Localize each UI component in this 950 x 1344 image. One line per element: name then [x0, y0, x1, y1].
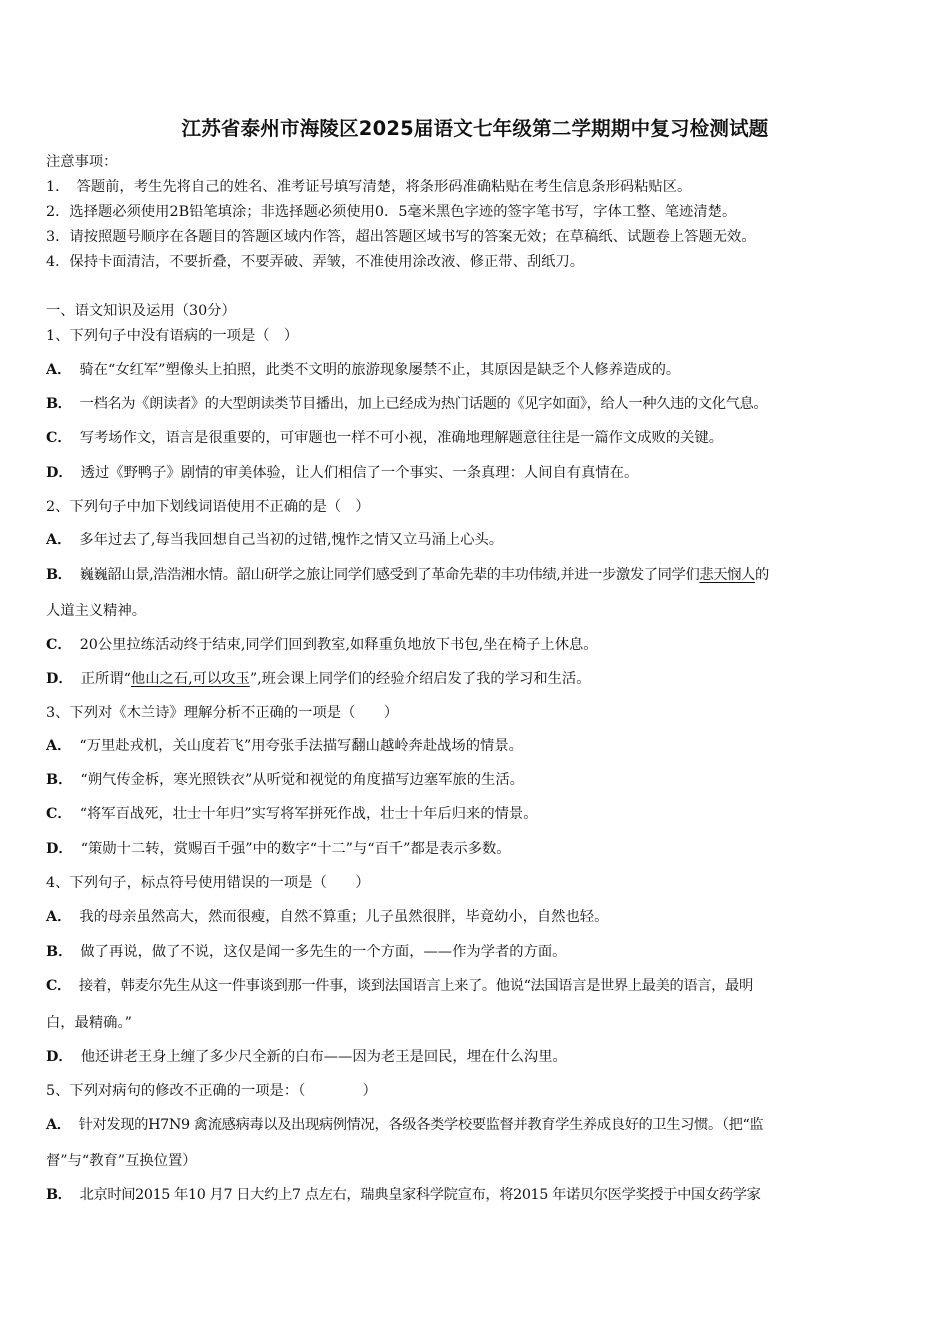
option-text: “策勋十二转，赏赐百千强”中的数字“十二”与“百千”都是表示多数。 — [80, 841, 511, 857]
option-label: A． — [46, 738, 72, 754]
q2-option-b — [46, 565, 769, 585]
q2-option-a — [46, 530, 503, 550]
option-label: D． — [46, 465, 73, 481]
underlined-term: 悲天悯人 — [699, 567, 755, 583]
option-text: 写考场作文，语言是很重要的，可审题也一样不可小视，准确地理解题意往往是一篇作文成败的关键。 — [79, 430, 724, 446]
notice-item-2: 2．选择题必须使用2B铅笔填涂；非选择题必须使用0．5毫米黑色字迹的签字笔书写，字体工整、笔迹清楚。 — [46, 204, 737, 220]
option-label: D． — [46, 671, 73, 687]
option-label: B． — [46, 944, 73, 960]
option-label: A． — [46, 532, 72, 548]
section-heading: 一、语文知识及运用（30分） — [46, 303, 236, 319]
option-label: B． — [46, 396, 72, 412]
option-text: “万里赴戎机，关山度若飞”用夸张手法描写翻山越岭奔赴战场的情景。 — [79, 738, 523, 754]
option-text: 骑在“女红军”塑像头上拍照，此类不文明的旅游现象屡禁不止，其原因是缺乏个人修养造成的。 — [79, 362, 681, 378]
option-label: B． — [46, 1187, 72, 1203]
option-label: A． — [46, 362, 72, 378]
q5-option-a-continued: 督”与“教育”互换位置） — [46, 1153, 197, 1169]
q2-option-c — [46, 635, 598, 655]
notice-heading: 注意事项： — [46, 154, 118, 170]
option-text-tail: ”,班会课上同学们的经验介绍启发了我的学习和生活。 — [249, 671, 591, 687]
option-text-tail: 的 — [754, 567, 769, 583]
notice-item-1: 1． 答题前，考生先将自己的姓名、准考证号填写清楚，将条形码准确粘贴在考生信息条形码粘贴区。 — [46, 179, 692, 195]
option-label: C． — [46, 637, 72, 653]
underlined-term: 他山之石,可以攻玉 — [130, 671, 250, 687]
q5-option-b — [46, 1185, 761, 1205]
q2-option-b-continued: 人道主义精神。 — [46, 603, 147, 619]
q3-option-d — [46, 839, 511, 859]
q3-option-b — [46, 770, 524, 790]
notice-item-3: 3．请按照题号顺序在各题目的答题区域内作答，超出答题区域书写的答案无效；在草稿纸、试题卷上答题无效。 — [46, 229, 756, 245]
option-text: 正所谓“ — [80, 671, 131, 687]
q2-option-d — [46, 669, 591, 689]
option-label: C． — [46, 430, 72, 446]
q3-option-a — [46, 736, 523, 756]
page-title: 江苏省泰州市海陵区2025届语文七年级第二学期期中复习检测试题 — [181, 117, 769, 140]
option-text: 透过《野鸭子》剧情的审美体验，让人们相信了一个事实、一条真理：人间自有真情在。 — [80, 465, 639, 481]
option-text: 他还讲老王身上缠了多少尺全新的白布——因为老王是回民，埋在什么沟里。 — [80, 1049, 567, 1065]
option-text: 一档名为《朗读者》的大型朗读类节目播出，加上已经成为热门话题的《见字如面》，给人一种久违的文化气息。 — [79, 396, 768, 412]
q4-option-d — [46, 1047, 567, 1067]
q2-stem: 2、下列句子中加下划线词语使用不正确的是（ ） — [46, 499, 370, 515]
option-label: A． — [46, 909, 72, 925]
q1-option-a — [46, 360, 680, 380]
q4-option-c — [46, 976, 753, 996]
option-text: 北京时间2015 年10 月7 日大约上7 点左右，瑞典皇家科学院宣布，将2015 年诺贝尔医学奖授于中国女药学家 — [79, 1187, 761, 1203]
q1-option-d — [46, 463, 638, 483]
option-text: 多年过去了,每当我回想自己当初的过错,愧怍之情又立马涌上心头。 — [79, 532, 504, 548]
option-label: A． — [46, 1117, 71, 1133]
q1-stem: 1、下列句子中没有语病的一项是（ ） — [46, 328, 299, 344]
option-text: 针对发现的H7N9 禽流感病毒以及出现病例情况，各级各类学校要监督并教育学生养成良好的卫生习惯。（把“监 — [78, 1117, 764, 1133]
notice-item-4: 4．保持卡面清洁，不要折叠，不要弄破、弄皱，不准使用涂改液、修正带、刮纸刀。 — [46, 254, 585, 270]
option-label: D． — [46, 841, 73, 857]
option-text: 20公里拉练活动终于结束,同学们回到教室,如释重负地放下书包,坐在椅子上休息。 — [79, 637, 598, 653]
option-text: “朔气传金柝，寒光照铁衣”从听觉和视觉的角度描写边塞军旅的生活。 — [80, 772, 524, 788]
q5-option-a — [46, 1115, 763, 1135]
q3-stem: 3、下列对《木兰诗》理解分析不正确的一项是（ ） — [46, 705, 399, 721]
option-label: C． — [46, 806, 72, 822]
option-text: 巍巍韶山景,浩浩湘水情。韶山研学之旅让同学们感受到了革命先辈的丰功伟绩,并进一步激发了同学们 — [79, 567, 700, 583]
q4-option-b — [46, 942, 566, 962]
option-text: 我的母亲虽然高大，然而很瘦，自然不算重；儿子虽然很胖，毕竟幼小，自然也轻。 — [79, 909, 609, 925]
option-label: D． — [46, 1049, 73, 1065]
q1-option-c — [46, 428, 723, 448]
option-text: “将军百战死，壮士十年归”实写将军拼死作战，壮士十年后归来的情景。 — [79, 806, 538, 822]
q4-option-a — [46, 907, 608, 927]
q4-option-c-continued: 白，最精确。” — [46, 1015, 132, 1031]
option-label: C． — [46, 978, 71, 994]
option-label: B． — [46, 772, 73, 788]
option-text: 接着，韩麦尔先生从这一件事谈到那一件事，谈到法国语言上来了。他说“法国语言是世界上最美的语言，最明 — [78, 978, 753, 994]
q5-stem: 5、下列对病句的修改不正确的一项是：（ ） — [46, 1083, 377, 1099]
q3-option-c — [46, 804, 538, 824]
q4-stem: 4、下列句子，标点符号使用错误的一项是（ ） — [46, 875, 370, 891]
option-label: B． — [46, 567, 72, 583]
option-text: 做了再说，做了不说，这仅是闻一多先生的一个方面，——作为学者的方面。 — [80, 944, 567, 960]
q1-option-b — [46, 394, 767, 414]
